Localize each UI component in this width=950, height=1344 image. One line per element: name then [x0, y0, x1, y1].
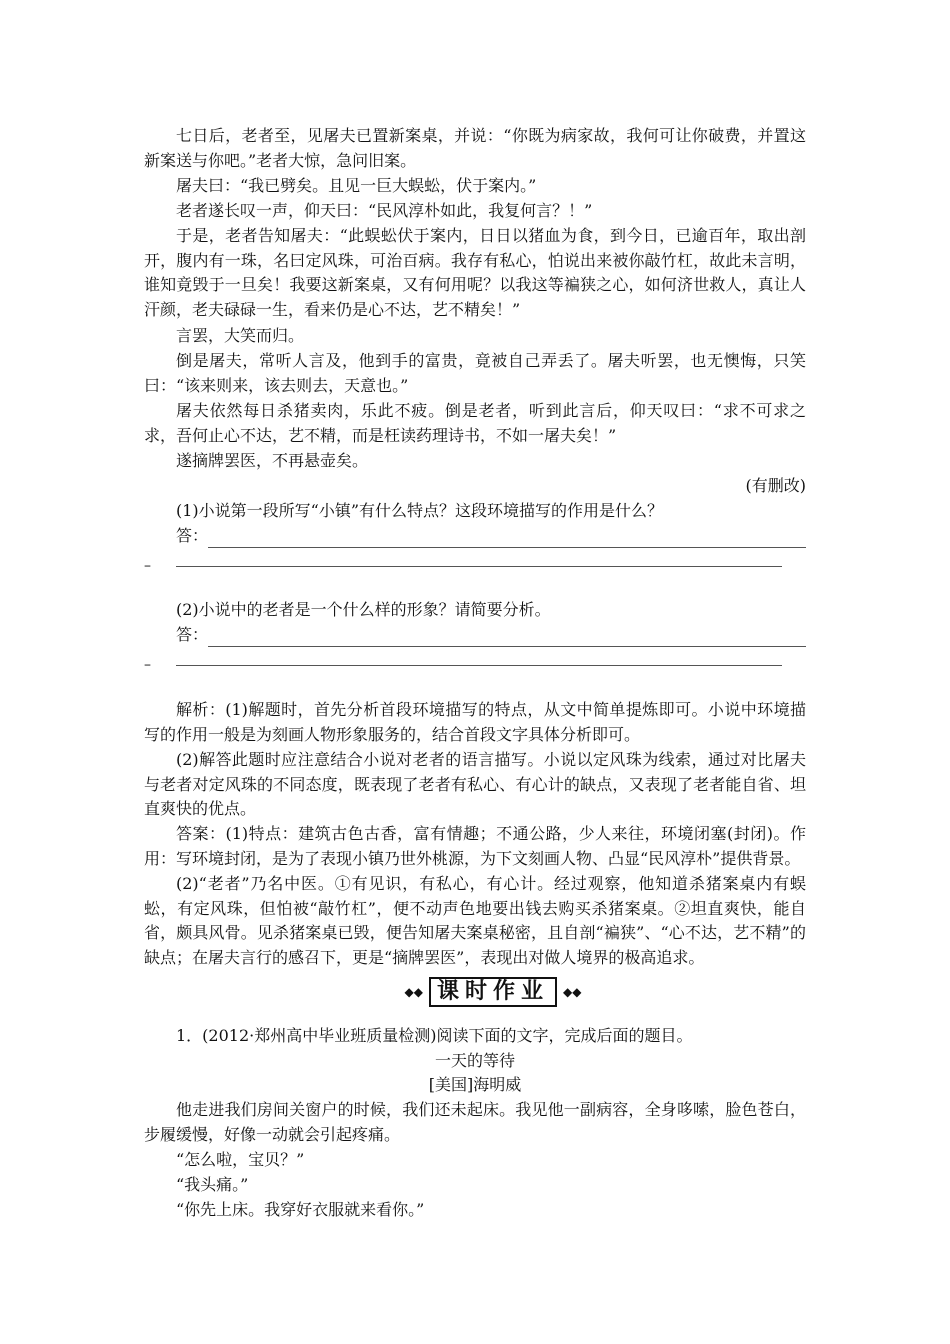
- source-note: (有删改): [745, 476, 806, 495]
- analysis-1: 解析：(1)解题时，首先分析首段环境描写的特点，从文中简单提炼即可。小说中环境描写的作用一般是为刻画人物形象服务的，结合首段文字具体分析即可。: [144, 700, 806, 744]
- line-dash: –: [144, 657, 151, 673]
- analysis-2: (2)解答此题时应注意结合小说对老者的语言描写。小说以定风珠为线索，通过对比屠夫与老者对定风珠的不同态度，既表现了老者有私心、有心计的缺点，又表现了老者能自省、坦直爽快的优点。: [144, 750, 806, 819]
- story-paragraph-8: 遂摘牌罢医，不再悬壶矣。: [176, 451, 369, 470]
- answer-1: 答案：(1)特点：建筑古色古香，富有情趣；不通公路，少人来往，环境闭塞(封闭)。作用：写环境封闭，是为了表现小镇乃世外桃源，为下文刻画人物、凸显“民风淳朴”提供背景。: [144, 824, 806, 868]
- answer-rule: [208, 533, 806, 548]
- answer-line-2[interactable]: [176, 623, 806, 647]
- answer-label: 答：: [176, 526, 209, 545]
- diamond-left-icon: ◆◆: [404, 985, 423, 999]
- answer-line-1b[interactable]: [176, 566, 782, 567]
- diamond-right-icon: ◆◆: [563, 985, 582, 999]
- story-author: [美国]海明威: [428, 1075, 522, 1094]
- question-2: (2)小说中的老者是一个什么样的形象？请简要分析。: [176, 600, 551, 619]
- answer-label: 答：: [176, 625, 209, 644]
- story-paragraph-2: 屠夫曰：“我已劈矣。且见一巨大蜈蚣，伏于案内。”: [176, 176, 537, 195]
- question-1: (1)小说第一段所写“小镇”有什么特点？这段环境描写的作用是什么？: [176, 501, 664, 520]
- story-paragraph-4: 于是，老者告知屠夫：“此蜈蚣伏于案内，日日以猪血为食，到今日，已逾百年，取出剖开，腹内有一珠，名曰定风珠，可治百病。我存有私心，怕说出来被你敲竹杠，故此未言明，谁知竟毁于一旦矣！我要这新案桌，又有何用呢？以我这等褊狭之心，如何济世救人，真让人汗颜，老夫碌碌一生，看来仍是心不达，艺不精矣！”: [144, 226, 806, 319]
- homework-paragraph-4: “你先上床。我穿好衣服就来看你。”: [176, 1200, 425, 1219]
- homework-paragraph-3: “我头痛。”: [176, 1175, 249, 1194]
- homework-banner: [390, 977, 596, 1007]
- answer-line-2b[interactable]: [176, 665, 782, 666]
- answer-line-1[interactable]: [176, 524, 806, 548]
- answer-2: (2)“老者”乃名中医。①有见识，有私心，有心计。经过观察，他知道杀猪案桌内有蜈蚣，有定风珠，但怕被“敲竹杠”，便不动声色地要出钱去购买杀猪案桌。②坦直爽快，能自省，颇具风骨。见杀猪案桌已毁，便告知屠夫案桌秘密，且自剖“褊狭”、“心不达，艺不精”的缺点；在屠夫言行的感召下，更是“摘牌罢医”，表现出对做人境界的极高追求。: [144, 874, 806, 967]
- homework-paragraph-1: 他走进我们房间关窗户的时候，我们还未起床。我见他一副病容，全身哆嗦，脸色苍白，步履缓慢，好像一动就会引起疼痛。: [144, 1100, 806, 1144]
- story-paragraph-3: 老者遂长叹一声，仰天曰：“民风淳朴如此，我复何言？！”: [176, 201, 593, 220]
- line-dash: –: [144, 558, 151, 574]
- homework-question-intro: 1．(2012·郑州高中毕业班质量检测)阅读下面的文字，完成后面的题目。: [176, 1026, 693, 1045]
- story-paragraph-6: 倒是屠夫，常听人言及，他到手的富贵，竟被自己弄丢了。屠夫听罢，也无懊悔，只笑曰：“该来则来，该去则去，天意也。”: [144, 351, 806, 395]
- story-paragraph-5: 言罢，大笑而归。: [176, 326, 305, 345]
- answer-rule: [208, 632, 806, 647]
- story-title: 一天的等待: [434, 1051, 515, 1070]
- story-paragraph-1: 七日后，老者至，见屠夫已置新案桌，并说：“你既为病家故，我何可让你破费，并置这新案送与你吧。”老者大惊，急问旧案。: [144, 126, 806, 170]
- story-paragraph-7: 屠夫依然每日杀猪卖肉，乐此不疲。倒是老者，听到此言后，仰天叹曰：“求不可求之求，吾何止心不达，艺不精，而是枉读药理诗书，不如一屠夫矣！”: [144, 401, 806, 445]
- homework-paragraph-2: “怎么啦，宝贝？”: [176, 1150, 305, 1169]
- banner-title: 课时作业: [429, 977, 557, 1007]
